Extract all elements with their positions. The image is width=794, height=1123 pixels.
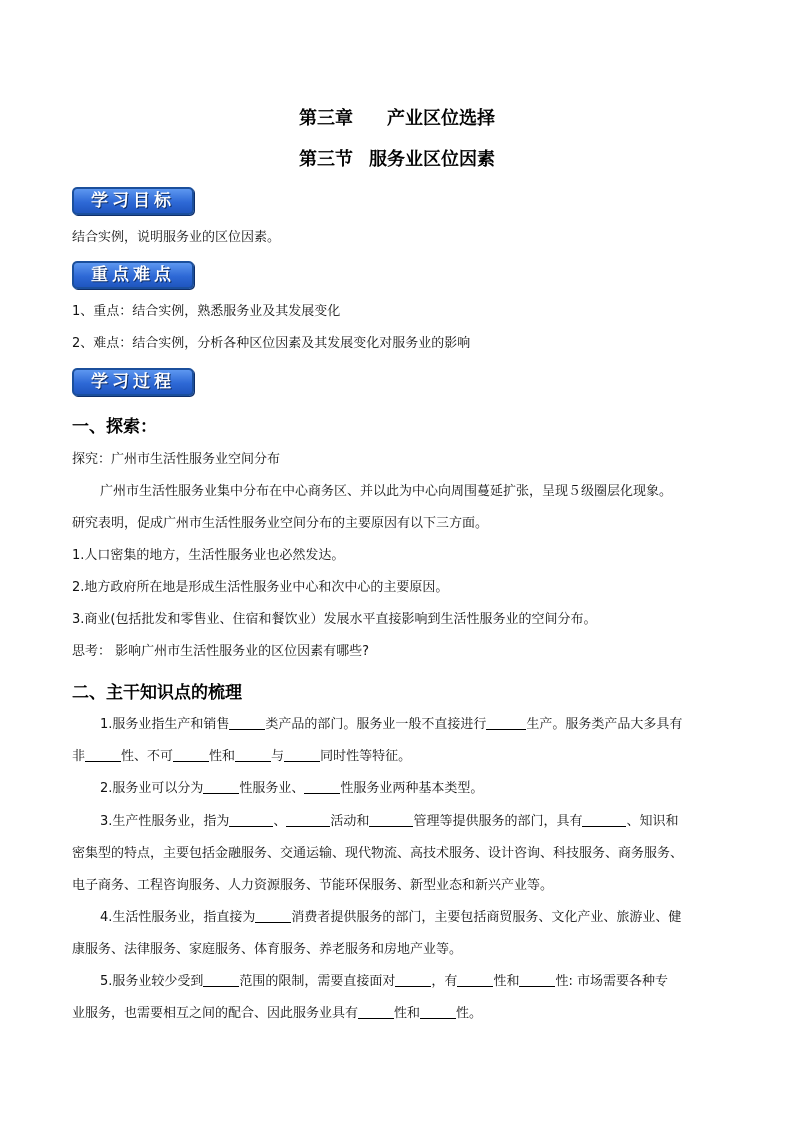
fill-blank[interactable] (420, 1005, 456, 1019)
question-3-line-3: 电子商务、工程咨询服务、人力资源服务、节能环保服务、新型业态和新兴产业等。 (72, 878, 554, 893)
fill-blank[interactable] (173, 748, 209, 762)
fill-blank[interactable] (284, 748, 320, 762)
section-title (0, 145, 794, 171)
part1-heading: 一、探索： (72, 417, 157, 437)
inquiry-item-2: 2.地方政府所在地是形成生活性服务业中心和次中心的主要原因。 (72, 580, 449, 595)
fill-blank[interactable] (395, 973, 431, 987)
fill-blank[interactable] (229, 813, 273, 827)
inquiry-paragraph-a: 广州市生活性服务业集中分布在中心商务区、并以此为中心向周围蔓延扩张，呈现５级圈层化现象。 (100, 484, 673, 499)
fill-blank[interactable] (203, 780, 239, 794)
chapter-title (0, 104, 794, 130)
fill-blank[interactable] (457, 973, 493, 987)
section-number: 第三节 (299, 149, 353, 170)
question-5-line-1: 5.服务业较少受到 范围的限制，需要直接面对 ，有 性和 性: 市场需要各种专 (100, 974, 668, 989)
fill-blank[interactable] (304, 780, 340, 794)
key-points-badge: 重点难点 (72, 261, 194, 289)
fill-blank[interactable] (582, 813, 626, 827)
question-3-line-1: 3.生产性服务业，指为 、 活动和 管理等提供服务的部门，具有 、知识和 (100, 814, 679, 829)
fill-blank[interactable] (229, 716, 265, 730)
section-name: 服务业区位因素 (369, 149, 495, 170)
fill-blank[interactable] (519, 973, 555, 987)
fill-blank[interactable] (358, 1005, 394, 1019)
inquiry-title: 探究：广州市生活性服务业空间分布 (72, 452, 281, 467)
part2-heading: 二、主干知识点的梳理 (72, 683, 242, 703)
inquiry-paragraph-b: 研究表明，促成广州市生活性服务业空间分布的主要原因有以下三方面。 (72, 516, 489, 531)
learning-process-badge: 学习过程 (72, 368, 194, 396)
question-5-line-2: 业服务，也需要相互之间的配合、因此服务业具有 性和 性。 (72, 1006, 483, 1021)
key-point-1: 1、重点：结合实例，熟悉服务业及其发展变化 (72, 304, 341, 319)
question-3-line-2: 密集型的特点，主要包括金融服务、交通运输、现代物流、高技术服务、设计咨询、科技服务、商务服务、 (72, 846, 684, 861)
learning-goals-badge: 学习目标 (72, 187, 194, 215)
chapter-name: 产业区位选择 (387, 108, 495, 129)
goal-text: 结合实例，说明服务业的区位因素。 (72, 230, 281, 245)
chapter-number: 第三章 (299, 108, 353, 129)
question-1-line-2: 非 性、不可 性和 与 同时性等特征。 (72, 749, 412, 764)
inquiry-item-3: 3.商业(包括批发和零售业、住宿和餐饮业）发展水平直接影响到生活性服务业的空间分布。 (72, 612, 597, 627)
fill-blank[interactable] (203, 973, 239, 987)
fill-blank[interactable] (235, 748, 271, 762)
key-point-2: 2、难点：结合实例，分析各种区位因素及其发展变化对服务业的影响 (72, 336, 471, 351)
question-4-line-1: 4.生活性服务业，指直接为 消费者提供服务的部门，主要包括商贸服务、文化产业、旅游业、健 (100, 910, 682, 925)
fill-blank[interactable] (486, 716, 526, 730)
inquiry-item-1: 1.人口密集的地方，生活性服务业也必然发达。 (72, 548, 345, 563)
fill-blank[interactable] (286, 813, 330, 827)
question-1-line-1: 1.服务业指生产和销售 类产品的部门。服务业一般不直接进行 生产。服务类产品大多具有 (100, 717, 683, 732)
fill-blank[interactable] (369, 813, 413, 827)
fill-blank[interactable] (85, 748, 121, 762)
think-question: 思考： 影响广州市生活性服务业的区位因素有哪些? (72, 644, 370, 659)
fill-blank[interactable] (255, 909, 291, 923)
question-4-line-2: 康服务、法律服务、家庭服务、体育服务、养老服务和房地产业等。 (72, 942, 463, 957)
question-2: 2.服务业可以分为 性服务业、 性服务业两种基本类型。 (100, 781, 484, 796)
